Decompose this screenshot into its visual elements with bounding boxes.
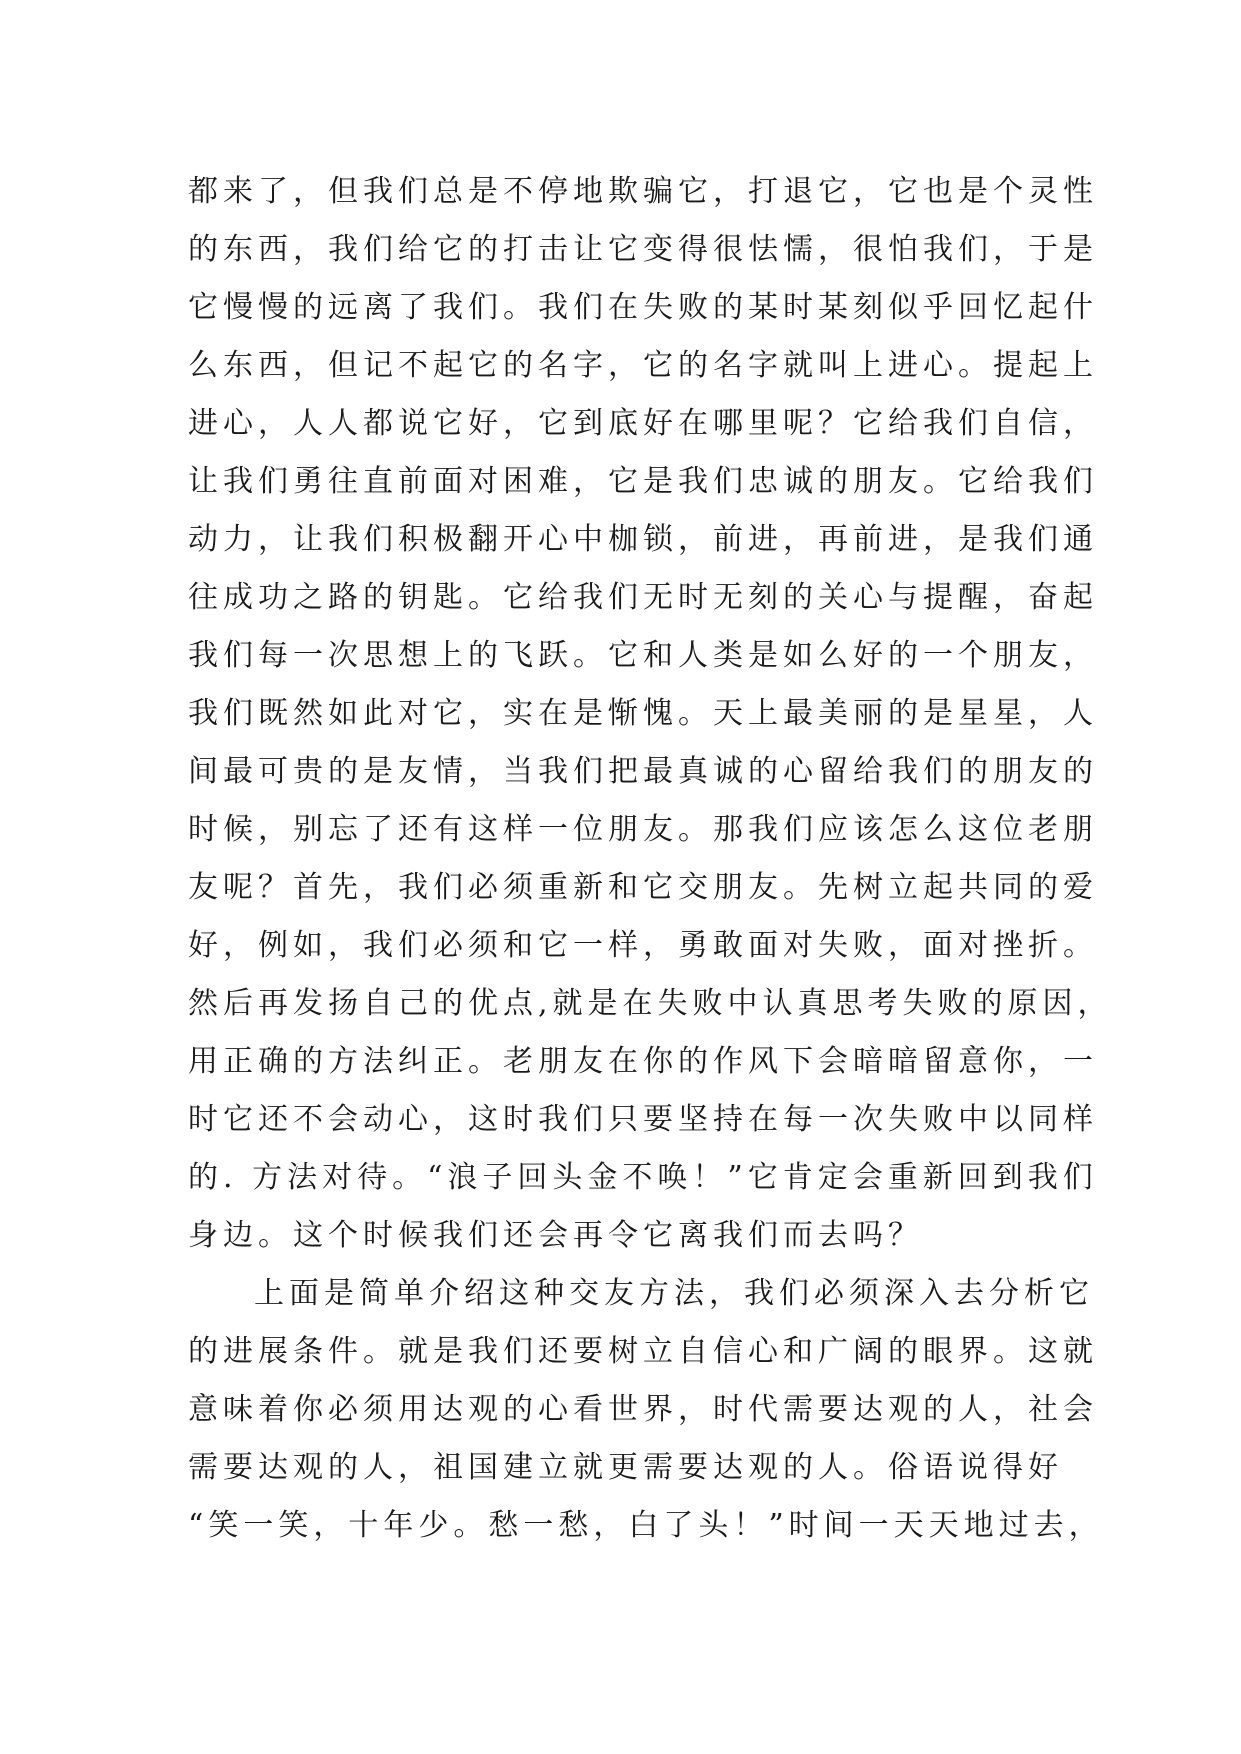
text-line: 友呢？首先，我们必须重新和它交朋友。先树立起共同的爱 [188, 870, 1098, 905]
text-line: 我们既然如此对它，实在是惭愧。天上最美丽的是星星，人 [188, 696, 1098, 731]
text-line: 么东西，但记不起它的名字，它的名字就叫上进心。提起上 [188, 348, 1098, 383]
text-line: 让我们勇往直前面对困难，它是我们忠诚的朋友。它给我们 [188, 464, 1098, 499]
text-line: 进心，人人都说它好，它到底好在哪里呢？它给我们自信， [188, 406, 1098, 441]
text-line: 意味着你必须用达观的心看世界，时代需要达观的人，社会 [188, 1392, 1098, 1427]
text-line: 时候，别忘了还有这样一位朋友。那我们应该怎么这位老朋 [188, 812, 1098, 847]
text-line: 好，例如，我们必须和它一样，勇敢面对失败，面对挫折。 [188, 928, 1098, 963]
text-line: 的进展条件。就是我们还要树立自信心和广阔的眼界。这就 [188, 1334, 1098, 1369]
text-line: 的东西，我们给它的打击让它变得很怯懦，很怕我们，于是 [188, 232, 1098, 267]
paragraph-1 [188, 163, 1113, 1265]
text-line: 我们每一次思想上的飞跃。它和人类是如么好的一个朋友， [188, 638, 1098, 673]
text-line: 用正确的方法纠正。老朋友在你的作风下会暗暗留意你，一 [188, 1044, 1098, 1079]
text-line: 身边。这个时候我们还会再令它离我们而去吗？ [188, 1218, 923, 1253]
text-line: 然后再发扬自己的优点,就是在失败中认真思考失败的原因， [188, 986, 1113, 1021]
text-line: 往成功之路的钥匙。它给我们无时无刻的关心与提醒，奋起 [188, 580, 1098, 615]
text-line: 上面是简单介绍这种交友方法，我们必须深入去分析它 [254, 1276, 1094, 1311]
text-line: 间最可贵的是友情，当我们把最真诚的心留给我们的朋友的 [188, 754, 1098, 789]
text-line: 时它还不会动心，这时我们只要坚持在每一次失败中以同样 [188, 1102, 1098, 1137]
text-line: 需要达观的人，祖国建立就更需要达观的人。俗语说得好 [188, 1450, 1063, 1485]
text-line: 它慢慢的远离了我们。我们在失败的某时某刻似乎回忆起什 [188, 290, 1098, 325]
text-line: 的. 方法对待。“浪子回头金不唤！”它肯定会重新回到我们 [188, 1160, 1098, 1195]
text-line: 都来了，但我们总是不停地欺骗它，打退它，它也是个灵性 [188, 174, 1098, 209]
paragraph-2 [188, 1265, 1104, 1555]
body-text [188, 163, 1113, 1555]
text-line: “笑一笑，十年少。愁一愁，白了头！”时间一天天地过去， [188, 1508, 1104, 1543]
text-line: 动力，让我们积极翻开心中枷锁，前进，再前进，是我们通 [188, 522, 1098, 557]
